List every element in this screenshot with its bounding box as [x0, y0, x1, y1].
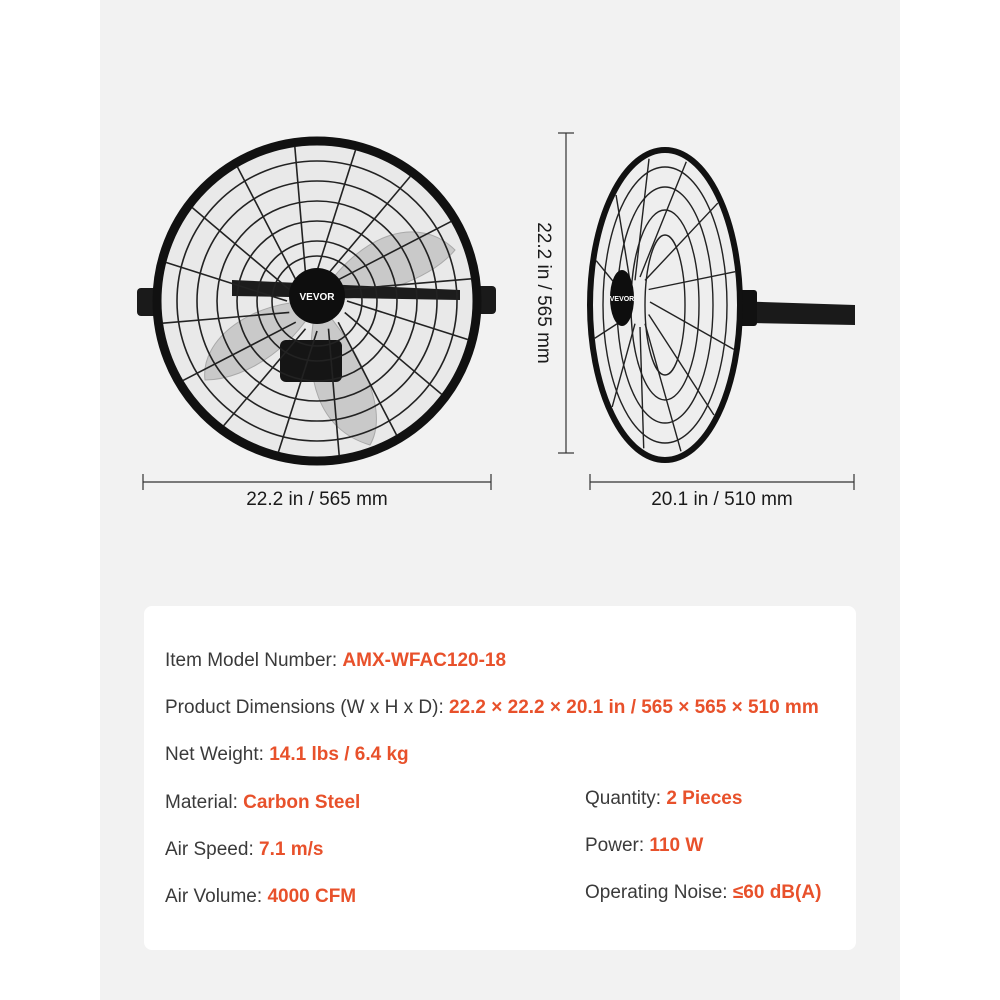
spec-power-label: Power:	[585, 835, 650, 856]
spec-material	[165, 792, 360, 814]
spec-air-speed-label: Air Speed:	[165, 839, 259, 860]
spec-air-volume	[165, 886, 356, 908]
spec-noise	[585, 882, 821, 904]
spec-air-speed-value: 7.1 m/s	[259, 839, 324, 860]
side-fan-image	[590, 150, 855, 460]
spec-power-value: 110 W	[649, 835, 704, 856]
spec-air-speed	[165, 839, 323, 861]
spec-dimensions	[165, 697, 819, 719]
spec-quantity	[585, 788, 742, 810]
front-width-label: 22.2 in / 565 mm	[246, 489, 388, 510]
spec-power	[585, 835, 703, 857]
spec-air-volume-label: Air Volume:	[165, 886, 268, 907]
spec-dimensions-label: Product Dimensions (W x H x D):	[165, 697, 449, 718]
spec-noise-label: Operating Noise:	[585, 882, 733, 903]
spec-model-value: AMX-WFAC120-18	[342, 650, 507, 671]
dimension-line-front-width	[143, 474, 491, 490]
spec-air-volume-value: 4000 CFM	[267, 886, 357, 907]
dimension-line-side-depth	[590, 474, 854, 490]
spec-weight	[165, 744, 409, 766]
spec-dimensions-value: 22.2 × 22.2 × 20.1 in / 565 × 565 × 510 mm	[449, 697, 819, 718]
height-label: 22.2 in / 565 mm	[533, 222, 554, 364]
spec-material-label: Material:	[165, 792, 244, 813]
brand-logo-side: VEVOR	[609, 296, 635, 303]
spec-model	[165, 650, 506, 672]
spec-quantity-label: Quantity:	[585, 788, 667, 809]
spec-quantity-value: 2 Pieces	[666, 788, 743, 809]
spec-weight-label: Net Weight:	[165, 744, 270, 765]
spec-weight-value: 14.1 lbs / 6.4 kg	[269, 744, 409, 765]
spec-model-label: Item Model Number:	[165, 650, 343, 671]
side-depth-label: 20.1 in / 510 mm	[651, 489, 793, 510]
dimension-line-height	[558, 133, 574, 453]
brand-logo-front: VEVOR	[299, 292, 335, 303]
spec-material-value: Carbon Steel	[243, 792, 361, 813]
spec-card	[144, 606, 856, 950]
spec-noise-value: ≤60 dB(A)	[732, 882, 822, 903]
